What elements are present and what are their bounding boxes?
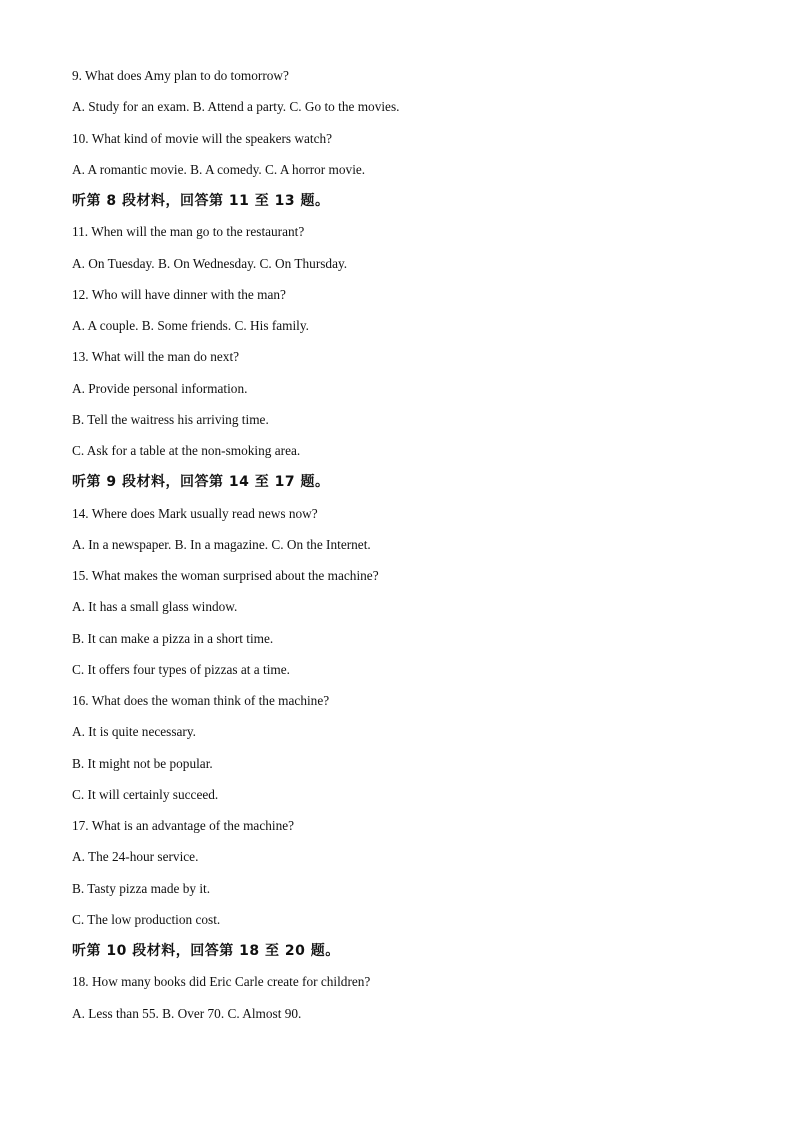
options-18: A. Less than 55. B. Over 70. C. Almost 90. <box>72 1005 302 1021</box>
options-12: A. A couple. B. Some friends. C. His family. <box>72 318 309 333</box>
options-9: A. Study for an exam. B. Attend a party. C. Go to the movies. <box>72 99 400 115</box>
option-13-b: B. Tell the waitress his arriving time. <box>72 411 269 427</box>
option-13-a: A. Provide personal information. <box>72 380 248 396</box>
question-18: 18. How many books did Eric Carle create for children? <box>72 974 371 990</box>
question-17: 17. What is an advantage of the machine? <box>72 818 295 833</box>
question-16: 16. What does the woman think of the machine? <box>72 693 330 708</box>
section-heading-9: 听第 9 段材料，回答第 14 至 17 题。 <box>72 474 330 491</box>
question-14: 14. Where does Mark usually read news now? <box>72 505 318 521</box>
options-10: A. A romantic movie. B. A comedy. C. A horror movie. <box>72 161 366 177</box>
section-heading-8: 听第 8 段材料，回答第 11 至 13 题。 <box>72 193 330 209</box>
option-16-b: B. It might not be popular. <box>72 755 213 771</box>
option-17-c: C. The low production cost. <box>72 911 221 927</box>
question-9: 9. What does Amy plan to do tomorrow? <box>72 68 289 83</box>
option-15-a: A. It has a small glass window. <box>72 599 238 615</box>
option-16-a: A. It is quite necessary. <box>72 724 196 740</box>
question-10: 10. What kind of movie will the speakers watch? <box>72 130 333 146</box>
question-15: 15. What makes the woman surprised about the machine? <box>72 568 379 583</box>
exam-page <box>72 66 732 1035</box>
question-12: 12. Who will have dinner with the man? <box>72 286 286 302</box>
question-13: 13. What will the man do next? <box>72 349 240 365</box>
option-17-b: B. Tasty pizza made by it. <box>72 880 211 896</box>
section-heading-10: 听第 10 段材料，回答第 18 至 20 题。 <box>72 943 340 959</box>
option-15-b: B. It can make a pizza in a short time. <box>72 630 274 646</box>
option-13-c: C. Ask for a table at the non-smoking area. <box>72 443 301 458</box>
option-17-a: A. The 24-hour service. <box>72 849 199 865</box>
option-16-c: C. It will certainly succeed. <box>72 786 219 802</box>
option-15-c: C. It offers four types of pizzas at a time. <box>72 661 290 677</box>
options-11: A. On Tuesday. B. On Wednesday. C. On Thursday. <box>72 255 348 271</box>
options-14: A. In a newspaper. B. In a magazine. C. On the Internet. <box>72 536 371 552</box>
question-11: 11. When will the man go to the restaurant? <box>72 224 305 240</box>
